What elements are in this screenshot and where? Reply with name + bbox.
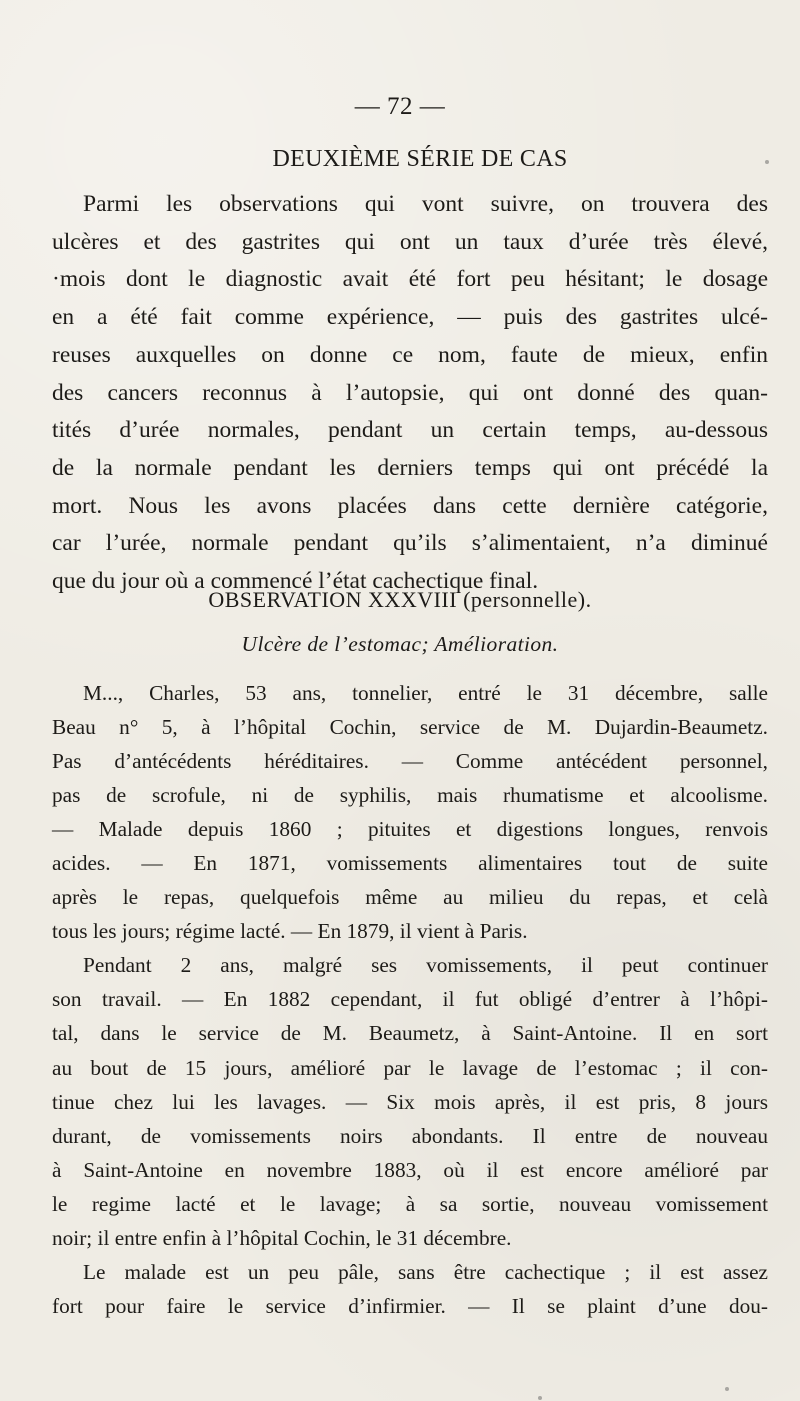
case-report [52, 676, 768, 1323]
case-line: durant, de vomissements noirs abondants. Il entre de nouveau [52, 1123, 768, 1148]
observation-title: OBSERVATION XXXVIII (personnelle). [208, 587, 592, 612]
case-line: pas de scrofule, ni de syphilis, mais rhumatisme et alcoolisme. [52, 783, 768, 808]
case-line: Beau n° 5, à l’hôpital Cochin, service de M. Dujardin-Beaumetz. [52, 715, 768, 740]
case-line: tinue chez lui les lavages. — Six mois après, il est pris, 8 jours [52, 1089, 768, 1114]
case-line: son travail. — En 1882 cependant, il fut obligé d’entrer à l’hôpi- [52, 987, 768, 1012]
paper-speck [765, 160, 769, 164]
intro-line: tités d’urée normales, pendant un certain temps, au-dessous [52, 417, 768, 444]
case-line: Pas d’antécédents héréditaires. — Comme antécédent personnel, [52, 749, 768, 774]
case-line: — Malade depuis 1860 ; pituites et digestions longues, renvois [52, 817, 768, 842]
intro-line: ·mois dont le diagnostic avait été fort peu hésitant; le dosage [52, 266, 768, 293]
intro-line: en a été fait comme expérience, — puis des gastrites ulcé- [52, 304, 768, 331]
observation-subtitle: Ulcère de l’estomac; Amélioration. [241, 632, 559, 656]
case-line: fort pour faire le service d’infirmier. — Il se plaint d’une dou- [52, 1293, 768, 1318]
case-line: à Saint-Antoine en novembre 1883, où il est encore amélioré par [52, 1157, 768, 1182]
intro-line: de la normale pendant les derniers temps qui ont précédé la [52, 454, 768, 481]
intro-line: que du jour où a commencé l’état cachectique final. [52, 568, 539, 595]
intro-line: ulcères et des gastrites qui ont un taux d’urée très élevé, [52, 228, 768, 255]
case-line: Le malade est un peu pâle, sans être cachectique ; il est assez [83, 1259, 768, 1284]
page-number: — 72 — [354, 93, 446, 120]
case-line: noir; il entre enfin à l’hôpital Cochin, le 31 décembre. [52, 1225, 512, 1250]
case-line: le regime lacté et le lavage; à sa sortie, nouveau vomissement [52, 1191, 768, 1216]
intro-line: reuses auxquelles on donne ce nom, faute de mieux, enfin [52, 341, 768, 368]
intro-line: Parmi les observations qui vont suivre, on trouvera des [83, 191, 768, 217]
intro-line: des cancers reconnus à l’autopsie, qui ont donné des quan- [52, 379, 768, 406]
case-line: M..., Charles, 53 ans, tonnelier, entré le 31 décembre, salle [83, 681, 768, 705]
intro-line: mort. Nous les avons placées dans cette dernière catégorie, [52, 492, 768, 519]
case-line: Pendant 2 ans, malgré ses vomissements, il peut continuer [83, 953, 768, 978]
section-heading: DEUXIÈME SÉRIE DE CAS [272, 146, 568, 172]
case-line: au bout de 15 jours, amélioré par le lavage de l’estomac ; il con- [52, 1055, 768, 1080]
intro-line: car l’urée, normale pendant qu’ils s’alimentaient, n’a diminué [52, 530, 768, 557]
case-line: après le repas, quelquefois même au milieu du repas, et celà [52, 885, 768, 910]
intro-paragraph [52, 186, 768, 601]
case-line: tous les jours; régime lacté. — En 1879, il vient à Paris. [52, 919, 528, 944]
case-line: acides. — En 1871, vomissements alimentaires tout de suite [52, 851, 768, 876]
paper-speck [538, 1396, 542, 1400]
case-line: tal, dans le service de M. Beaumetz, à Saint-Antoine. Il en sort [52, 1021, 768, 1046]
paper-speck [725, 1387, 729, 1391]
